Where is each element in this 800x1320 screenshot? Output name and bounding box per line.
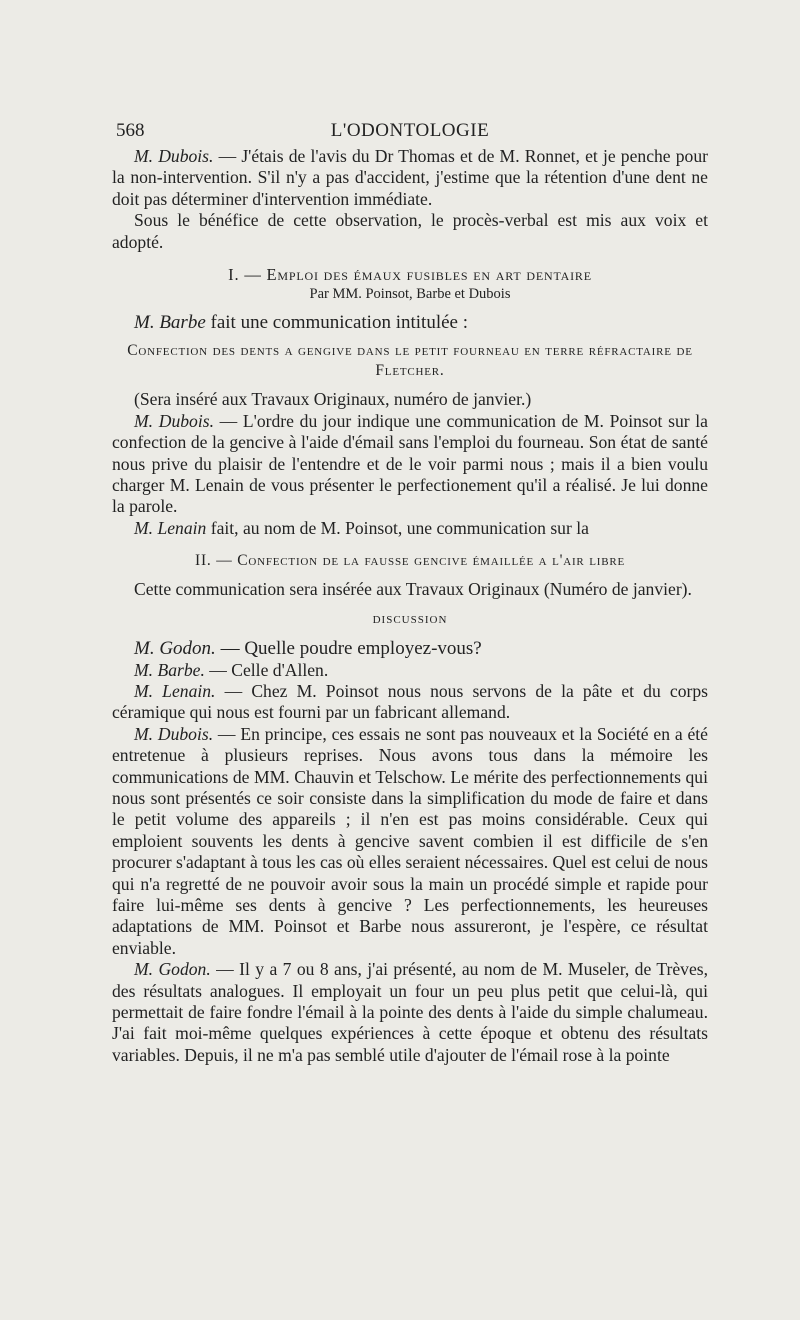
- paragraph: M. Dubois. — J'étais de l'avis du Dr Thomas et de M. Ronnet, et je penche pour la non-intervention. S'il n'y a pas d'accident, j'estime que la rétention d'une dent ne doit pas déterminer d'intervention immédiate.: [112, 146, 708, 209]
- paragraph: M. Lenain fait, au nom de M. Poinsot, une communication sur la: [134, 517, 589, 538]
- paragraph: M. Godon. — Il y a 7 ou 8 ans, j'ai présenté, au nom de M. Museler, de Trèves, des résultats analogues. Il employait un four un peu plus petit que celui-là, qui permettait de faire fondre l'émail à la pointe des dents à l'aide du simple chalumeau. J'ai fait moi-même quelques expériences à cette époque et obtenu des résultats variables. Depuis, il ne m'a pas semblé utile d'ajouter de l'émail rose à la pointe: [112, 959, 709, 1065]
- paragraph: M. Dubois. — L'ordre du jour indique une communication de M. Poinsot sur la confection de la gencive à l'aide d'émail sans l'emploi du fourneau. Son état de santé nous prive du plaisir de l'entendre et de le voir parmi nous ; mais il a bien voulu charger M. Lenain de vous présenter le perfectionement qu'il a réalisé. Je lui donne la parole.: [112, 410, 708, 517]
- paragraph: Sous le bénéfice de cette observation, le procès-verbal est mis aux voix et adopté.: [112, 210, 708, 252]
- paragraph: M. Barbe. — Celle d'Allen.: [134, 659, 329, 680]
- paragraph: (Sera inséré aux Travaux Originaux, numéro de janvier.): [134, 389, 532, 410]
- section-authors: Par MM. Poinsot, Barbe et Dubois: [309, 286, 511, 303]
- page-number: 568: [116, 120, 145, 141]
- subsection-heading: Confection des dents a gengive dans le petit fourneau en terre réfractaire de Fletcher.: [127, 342, 693, 380]
- paragraph: Cette communication sera insérée aux Travaux Originaux (Numéro de janvier).: [134, 579, 692, 600]
- document-page: [112, 120, 708, 1066]
- paragraph: M. Godon. — Quelle poudre employez-vous?: [134, 638, 482, 660]
- discussion-heading: discussion: [372, 610, 448, 627]
- paragraph: M. Dubois. — En principe, ces essais ne sont pas nouveaux et la Société en a été entretenue à plusieurs reprises. Nous avons tous dans la mémoire les communications de MM. Chauvin et Telschow. Le mérite des perfectionnements qui nous sont présentés ce soir consiste dans la simplification du mode de faire et dans le petit volume des appareils ; il n'en est pas moins considérable. Ceux qui emploient souvents les dents à gencive savent combien il est difficile de s'en procurer s'adaptant à tous les cas où elles seraient nécessaires. Quel est celui de nous qui n'a regretté de ne pouvoir avoir sous la main un procédé simple et rapide pour faire lui-même ses dents à gencive ? Les perfectionnements, les heureuses adaptations de MM. Poinsot et Barbe nous assureront, je l'espère, ce résultat enviable.: [112, 723, 708, 958]
- section-heading: I. — Emploi des émaux fusibles en art dentaire: [228, 265, 592, 285]
- page-header: [112, 120, 708, 146]
- section-heading: II. — Confection de la fausse gencive émaillée a l'air libre: [194, 552, 626, 570]
- running-title: L'ODONTOLOGIE: [330, 120, 490, 141]
- paragraph: M. Lenain. — Chez M. Poinsot nous nous servons de la pâte et du corps céramique qui nous est fourni par un fabricant allemand.: [112, 680, 708, 723]
- paragraph: M. Barbe fait une communication intitulée :: [134, 312, 468, 334]
